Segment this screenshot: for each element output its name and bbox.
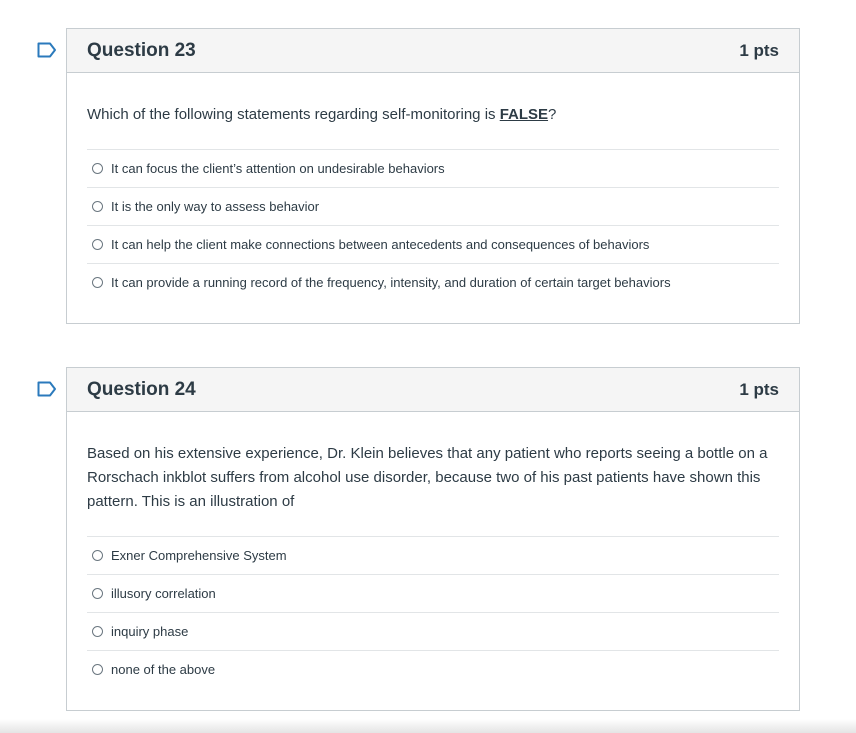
question-23-text-emphasis: FALSE (499, 106, 549, 123)
answer-option[interactable] (87, 650, 779, 688)
question-23-card (66, 28, 800, 324)
answer-label: illusory correlation (111, 586, 216, 601)
question-24-answers (87, 536, 779, 688)
answer-option[interactable] (87, 574, 779, 612)
page-bottom-fade (0, 719, 856, 733)
answer-option[interactable] (87, 612, 779, 650)
radio-button[interactable] (92, 588, 103, 599)
answer-option[interactable] (87, 263, 779, 301)
radio-button[interactable] (92, 163, 103, 174)
radio-button[interactable] (92, 664, 103, 675)
radio-button[interactable] (92, 550, 103, 561)
answer-label: It is the only way to assess behavior (111, 199, 320, 214)
question-23-text (87, 73, 779, 149)
question-23-title: Question 23 (87, 39, 196, 61)
answer-option[interactable] (87, 187, 779, 225)
answer-label: inquiry phase (111, 624, 189, 639)
answer-label: It can provide a running record of the frequency, intensity, and duration of certain target behaviors (111, 275, 671, 290)
question-24-points: 1 pts (739, 379, 779, 399)
question-24-title: Question 24 (87, 378, 196, 400)
answer-option[interactable] (87, 225, 779, 263)
question-23-text-end: ? (548, 106, 557, 123)
question-24-header (67, 368, 799, 412)
flag-question-23-icon[interactable] (37, 42, 57, 58)
radio-button[interactable] (92, 626, 103, 637)
question-23-answers (87, 149, 779, 301)
flag-question-24-icon[interactable] (37, 381, 57, 397)
question-24-text: Based on his extensive experience, Dr. Klein believes that any patient who reports seeing a bottle on a Rorschach inkblot suffers from alcohol use disorder, because two of his past patients have shown this pattern. This is an illustration of (87, 445, 768, 510)
answer-label: Exner Comprehensive System (111, 548, 287, 563)
answer-label: It can help the client make connections between antecedents and consequences of behaviors (111, 237, 650, 252)
answer-label: none of the above (111, 662, 216, 677)
question-24-card (66, 367, 800, 711)
radio-button[interactable] (92, 277, 103, 288)
question-23-header (67, 29, 799, 73)
radio-button[interactable] (92, 239, 103, 250)
question-23-text-start: Which of the following statements regarding self-monitoring is (87, 106, 500, 123)
answer-option[interactable] (87, 149, 779, 187)
answer-label: It can focus the client’s attention on undesirable behaviors (111, 161, 445, 176)
radio-button[interactable] (92, 201, 103, 212)
question-23-points: 1 pts (739, 40, 779, 60)
answer-option[interactable] (87, 536, 779, 574)
